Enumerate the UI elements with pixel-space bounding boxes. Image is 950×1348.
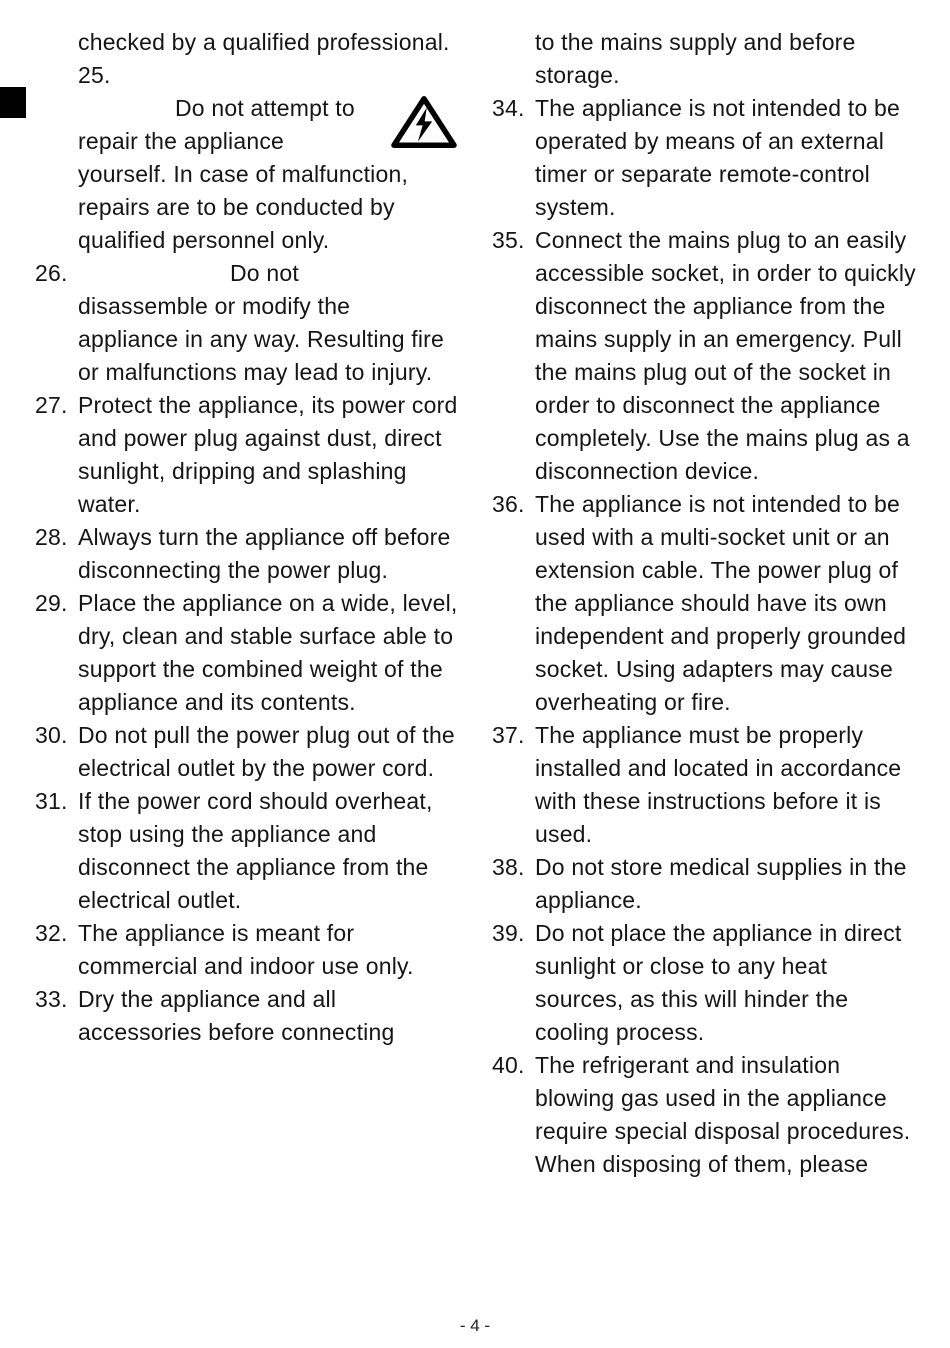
item-number: 27. (35, 392, 68, 418)
item-number: 25. (78, 62, 111, 88)
item-text: Dry the appliance and all accessories before connecting (78, 986, 395, 1045)
list-item-33 (35, 983, 459, 1049)
list-item-25 (35, 59, 459, 257)
item-number: 34. (492, 95, 525, 121)
list-item-36 (492, 488, 918, 719)
item-number: 29. (35, 590, 68, 616)
list-item-26 (35, 257, 459, 389)
right-column (492, 26, 918, 1181)
item-text: Do not disassemble or modify the appliance in any way. Resulting fire or malfunctions may lead to injury. (78, 257, 459, 389)
item-number: 40. (492, 1052, 525, 1078)
item-number: 38. (492, 854, 525, 880)
carryover-paragraph: to the mains supply and before storage. (535, 29, 856, 88)
list-item-28 (35, 521, 459, 587)
item-text: The appliance is meant for commercial and indoor use only. (78, 920, 414, 979)
item-number: 35. (492, 227, 525, 253)
item-text: Do not place the appliance in direct sunlight or close to any heat sources, as this will hinder the cooling process. (535, 920, 902, 1045)
item-text: Protect the appliance, its power cord and power plug against dust, direct sunlight, dripping and splashing water. (78, 392, 458, 517)
item-text: If the power cord should overheat, stop using the appliance and disconnect the appliance from the electrical outlet. (78, 788, 433, 913)
high-voltage-warning-icon (389, 94, 459, 150)
item-number: 30. (35, 722, 68, 748)
list-item-32 (35, 917, 459, 983)
item-text: The refrigerant and insulation blowing gas used in the appliance require special disposal procedures. When disposing of them, please (535, 1052, 911, 1177)
item-number: 28. (35, 524, 68, 550)
item-text: Place the appliance on a wide, level, dry, clean and stable surface able to support the combined weight of the appliance and its contents. (78, 590, 458, 715)
item-number: 36. (492, 491, 525, 517)
item-text: Connect the mains plug to an easily accessible socket, in order to quickly disconnect the appliance from the mains supply in an emergency. Pull the mains plug out of the socket in order to disconnect the appliance completely. Use the mains plug as a disconnection device. (535, 227, 916, 484)
list-item-40 (492, 1049, 918, 1181)
item-text: The appliance is not intended to be operated by means of an external timer or separate remote-control system. (535, 95, 901, 220)
item-text: Always turn the appliance off before disconnecting the power plug. (78, 524, 451, 583)
item-number: 31. (35, 788, 68, 814)
item-text: The appliance is not intended to be used with a multi-socket unit or an extension cable. The power plug of the appliance should have its own independent and properly grounded socket. Using adapters may cause overheating or fire. (535, 491, 907, 715)
layout-spacer (364, 257, 459, 319)
left-column (35, 26, 459, 1049)
list-item-39 (492, 917, 918, 1049)
item-number: 26. (35, 260, 68, 286)
item-text: Do not store medical supplies in the appliance. (535, 854, 907, 913)
print-margin-marker (0, 87, 26, 118)
list-item-37 (492, 719, 918, 851)
item-text: The appliance must be properly installed and located in accordance with these instructions before it is used. (535, 722, 902, 847)
list-item-29 (35, 587, 459, 719)
item-text: Do not attempt to repair the appliance yourself. In case of malfunction, repairs are to be conducted by qualified personnel only. (78, 92, 459, 257)
list-item-38 (492, 851, 918, 917)
page-number: - 4 - (459, 1316, 491, 1335)
item-text: Do not pull the power plug out of the electrical outlet by the power cord. (78, 722, 455, 781)
list-item-27 (35, 389, 459, 521)
list-item-31 (35, 785, 459, 917)
item-number: 37. (492, 722, 525, 748)
item-number: 32. (35, 920, 68, 946)
item-number: 33. (35, 986, 68, 1012)
list-item-30 (35, 719, 459, 785)
list-item-35 (492, 224, 918, 488)
carryover-paragraph: checked by a qualified professional. (78, 29, 450, 55)
list-item-34 (492, 92, 918, 224)
item-number: 39. (492, 920, 525, 946)
